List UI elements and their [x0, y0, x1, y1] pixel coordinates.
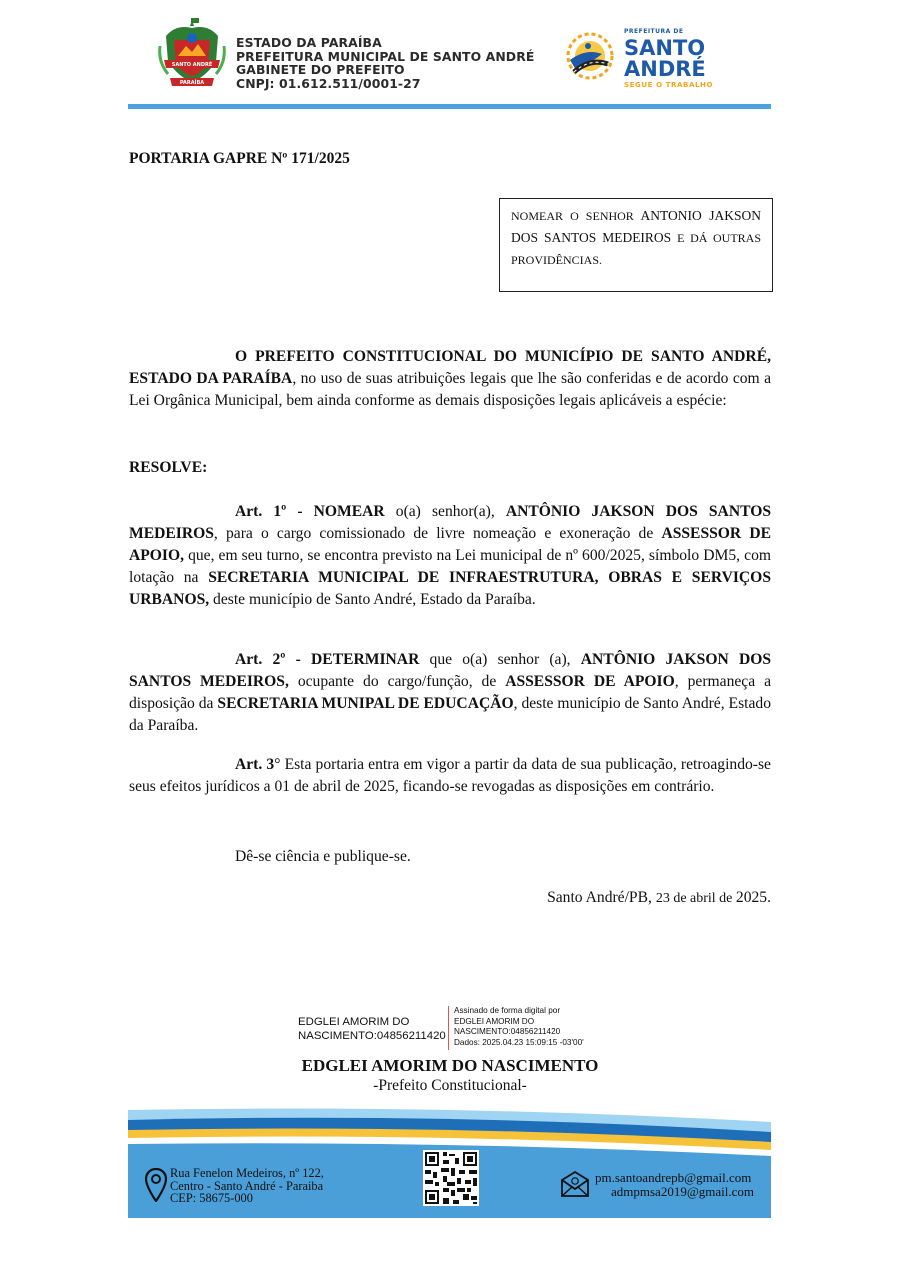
signatory-role: -Prefeito Constitucional- [373, 1077, 527, 1094]
ementa-box [499, 198, 773, 292]
document-title: PORTARIA GAPRE Nº 171/2025 [129, 150, 350, 167]
art2-label: Art. 2º - DETERMINAR [235, 651, 420, 668]
preamble-bold: O PREFEITO CONSTITUCIONAL DO MUNICÍPIO DE SANTO ANDRÉ, ESTADO DA PARAÍBA [129, 348, 771, 387]
header-line-prefecture: PREFEITURA MUNICIPAL DE SANTO ANDRÉ [236, 48, 535, 64]
art2-text1: que o(a) senhor (a), [419, 651, 581, 668]
art1-position: ASSESSOR DE APOIO, [129, 525, 772, 564]
header-line-cabinet: GABINETE DO PREFEITO [236, 62, 405, 78]
digital-signature-name-line2: NASCIMENTO:04856211420 [298, 1030, 446, 1042]
digital-signature-info-line3: NASCIMENTO:04856211420 [454, 1027, 561, 1037]
closing-text: Dê-se ciência e publique-se. [235, 848, 411, 865]
art1-label: Art. 1º - NOMEAR [235, 503, 385, 520]
art2-secretariat: SECRETARIA MUNIPAL DE EDUCAÇÃO [217, 695, 514, 712]
header-institution-text [236, 36, 534, 90]
digital-signature-divider [448, 1006, 449, 1050]
municipal-crest-logo [156, 16, 228, 88]
closing-paragraph [129, 846, 771, 868]
footer-address-line1: Rua Fenelon Medeiros, nº 122, [170, 1166, 324, 1180]
crest-ribbon-top-text: SANTO ANDRÉ [171, 62, 213, 68]
digital-signature-name-line1: EDGLEI AMORIM DO [298, 1016, 410, 1028]
art2-text4: , deste município de Santo André, Estado da Paraíba. [129, 695, 771, 734]
digital-signature-info-line4: Dados: 2025.04.23 15:09:15 -03'00' [454, 1037, 584, 1047]
signatory-name: EDGLEI AMORIM DO NASCIMENTO [301, 1056, 599, 1075]
digital-signature-info [454, 1006, 584, 1048]
art3-label: Art. 3 [235, 756, 275, 773]
art1-text3: que, em seu turno, se encontra previsto na Lei municipal de nº 600/2025, símbolo DM5, com lotação na [129, 547, 771, 586]
date-month: de abril de [669, 891, 736, 906]
footer-address-line3: CEP: 58675-000 [170, 1191, 253, 1206]
art1-text2: , para o cargo comissionado de livre nomeação e exoneração de [213, 525, 662, 542]
preamble-paragraph [129, 346, 771, 412]
date-line [129, 887, 771, 910]
art1-nominee: ANTÔNIO JAKSON DOS SANTOS MEDEIROS [129, 503, 771, 542]
footer-address-line2: Centro - Santo André - Paraiba [170, 1178, 324, 1193]
art1-secretariat: SECRETARIA MUNICIPAL DE INFRAESTRUTURA, OBRAS E SERVIÇOS URBANOS, [129, 569, 771, 608]
art2-nominee: ANTÔNIO JAKSON DOS SANTOS MEDEIROS, [129, 651, 772, 690]
qr-code [423, 1150, 479, 1206]
art1-text4: deste município de Santo André, Estado da Paraíba. [209, 591, 536, 608]
header-line-state: ESTADO DA PARAÍBA [236, 35, 382, 50]
resolve-heading: RESOLVE: [129, 459, 208, 476]
ementa-part1: NOMEAR O SENHOR [511, 209, 634, 223]
art2-position: ASSESSOR DE APOIO [505, 673, 675, 690]
footer-emails [595, 1171, 754, 1198]
footer-email-1: pm.santoandrepb@gmail.com [595, 1170, 752, 1185]
logo-tagline: SEGUE O TRABALHO [624, 81, 714, 89]
article-3 [129, 754, 771, 798]
ementa-part2: ANTONIO JAKSON DOS SANTOS MEDEIROS [511, 208, 761, 245]
art1-text1: o(a) senhor(a), [384, 503, 506, 520]
date-place: Santo André/PB, [547, 889, 656, 906]
header-line-cnpj: CNPJ: 01.612.511/0001-27 [236, 75, 421, 91]
crest-ribbon-bottom-text: PARAÍBA [179, 80, 205, 86]
digital-signature-name [298, 1015, 446, 1043]
preamble-text: , no uso de suas atribuições legais que lhe são conferidas e de acordo com a Lei Orgânica Municipal, bem ainda conforme as demais disposições legais aplicáveis a espécie: [129, 370, 772, 409]
footer-address [170, 1167, 324, 1205]
footer-email-2: admpmsa2019@gmail.com [611, 1183, 755, 1199]
art2-text3: , permaneça a disposição da [129, 673, 771, 712]
logo-andre-word: ANDRÉ [624, 57, 706, 81]
logo-prefeitura-label: PREFEITURA DE [624, 28, 684, 35]
header-divider [128, 104, 771, 109]
date-day: 23 [655, 891, 670, 906]
location-pin-icon [145, 1168, 167, 1202]
ementa-part3: E DÁ OUTRAS PROVIDÊNCIAS. [511, 231, 762, 267]
article-1 [129, 501, 771, 611]
logo-santo-word: SANTO [624, 36, 706, 60]
digital-signature-info-line2: EDGLEI AMORIM DO [454, 1016, 535, 1026]
art3-text: ° Esta portaria entra em vigor a partir da data de sua publicação, retroagindo-se seus efeitos jurídicos a 01 de abril de 2025, ficando-se revogadas as disposições em contrário. [129, 756, 771, 795]
art2-text2: ocupante do cargo/função, de [288, 673, 506, 690]
email-envelope-icon [560, 1170, 590, 1198]
article-2 [129, 649, 771, 737]
digital-signature-info-line1: Assinado de forma digital por [454, 1006, 561, 1015]
date-year: 2025. [735, 889, 771, 906]
